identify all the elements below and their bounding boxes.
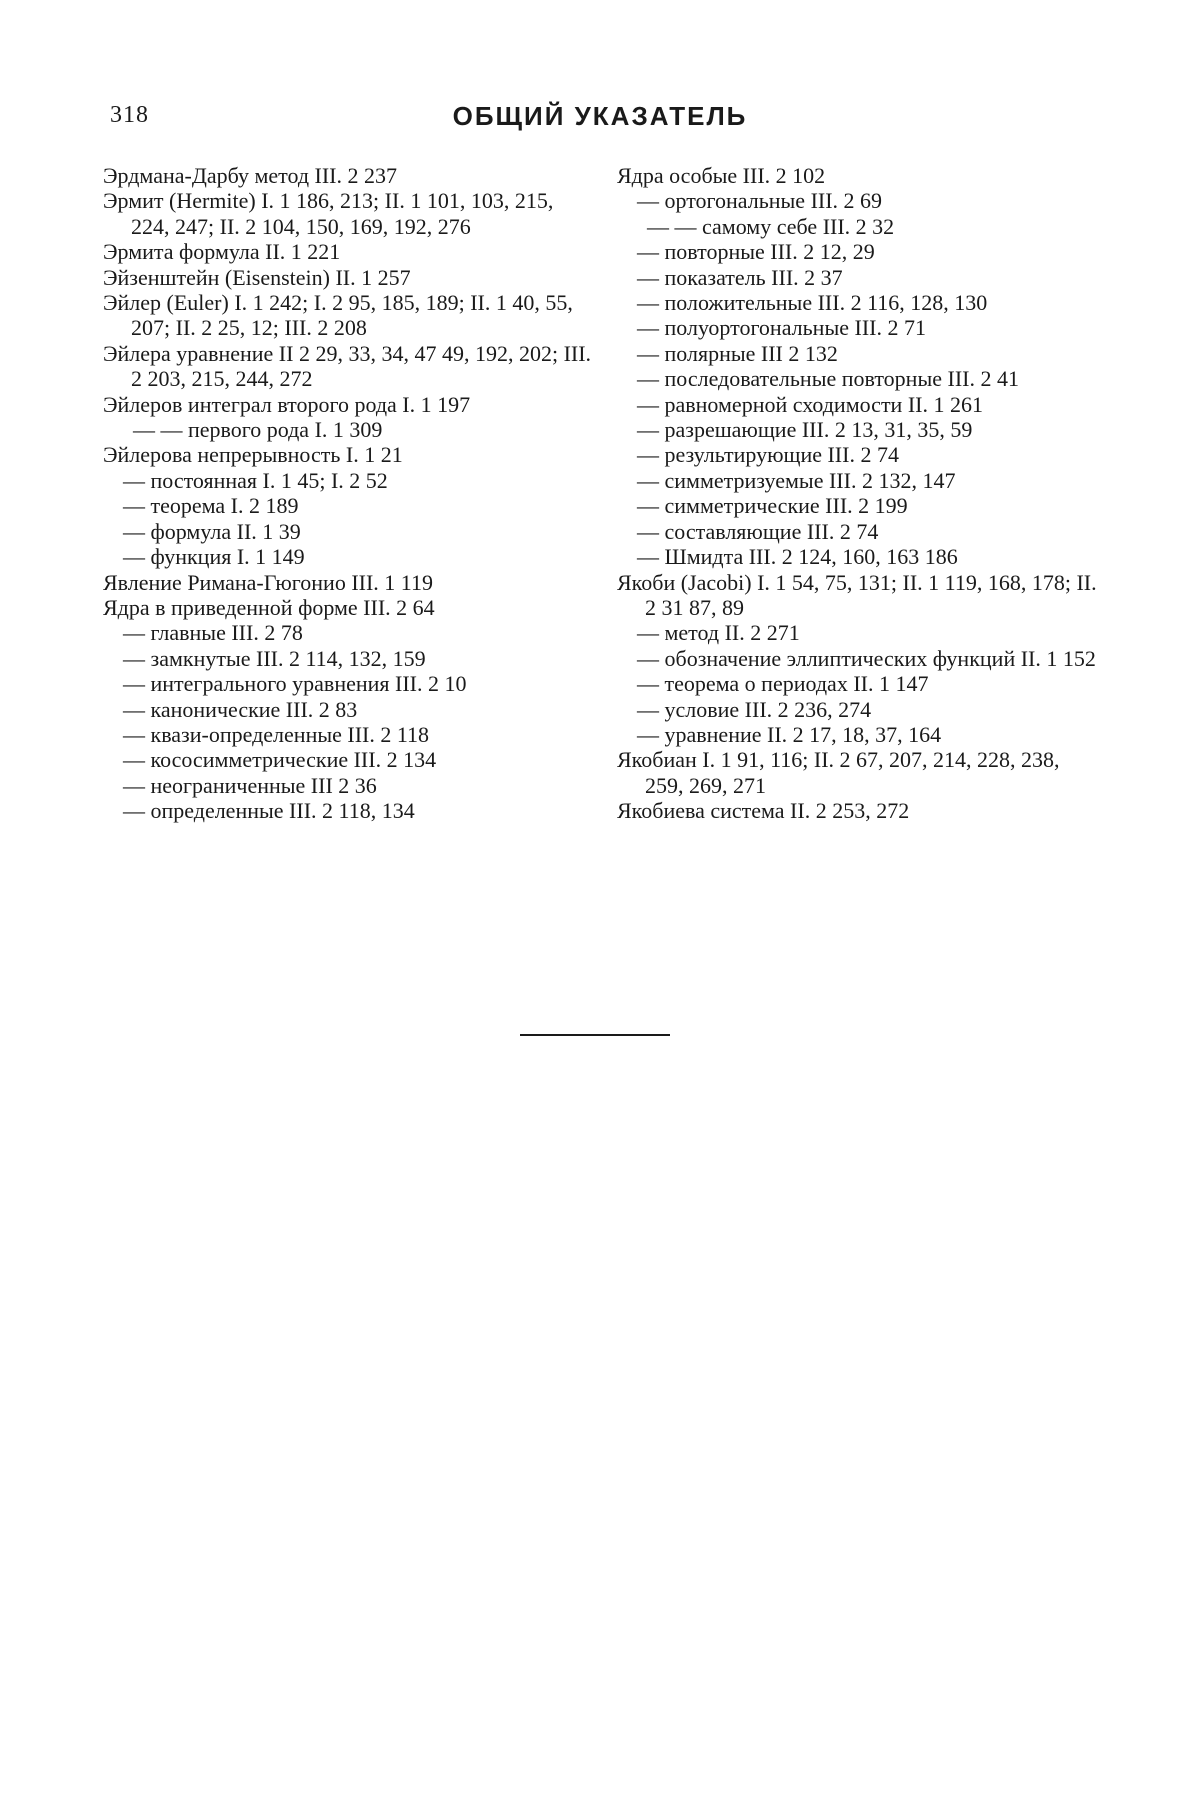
- index-subentry: — теорема I. 2 189: [123, 493, 299, 519]
- index-entry: Эйлер (Euler) I. 1 242; I. 2 95, 185, 189; II. 1 40, 55, 207; II. 2 25, 12; III. 2 208: [103, 290, 573, 341]
- index-subentry: — Шмидта III. 2 124, 160, 163 186: [637, 544, 958, 570]
- index-subentry: — — первого рода I. 1 309: [133, 417, 383, 443]
- index-subentry: — — самому себе III. 2 32: [647, 213, 895, 239]
- index-entry: Эрмит (Hermite) I. 1 186, 213; II. 1 101, 103, 215, 224, 247; II. 2 104, 150, 169, 192, 276: [103, 188, 554, 239]
- end-rule: [520, 1034, 670, 1036]
- index-entry: Эрдмана-Дарбу метод III. 2 237: [103, 163, 398, 188]
- index-subentry: — разрешающие III. 2 13, 31, 35, 59: [637, 417, 973, 443]
- index-entry: Якобиан I. 1 91, 116; II. 2 67, 207, 214, 228, 238, 259, 269, 271: [617, 747, 1060, 798]
- page-title: ОБЩИЙ УКАЗАТЕЛЬ: [452, 101, 748, 131]
- index-subentry: — симметрические III. 2 199: [637, 493, 908, 519]
- index-subentry: — метод II. 2 271: [637, 620, 800, 646]
- index-subentry: — квази-определенные III. 2 118: [123, 721, 430, 747]
- index-entry: Якобиева система II. 2 253, 272: [617, 798, 910, 824]
- index-subentry: — кососимметрические III. 2 134: [123, 747, 437, 773]
- index-subentry: — полярные III 2 132: [637, 340, 838, 366]
- index-subentry: — положительные III. 2 116, 128, 130: [637, 290, 988, 316]
- index-subentry: — уравнение II. 2 17, 18, 37, 164: [637, 721, 942, 747]
- index-entry: Эйлеров интеграл второго рода I. 1 197: [103, 391, 471, 417]
- index-subentry: — постоянная I. 1 45; I. 2 52: [123, 467, 388, 493]
- index-entry: Эрмита формула II. 1 221: [103, 239, 341, 265]
- index-subentry: — составляющие III. 2 74: [637, 518, 879, 544]
- index-subentry: — обозначение эллиптических функций II. 1 152: [637, 645, 1096, 671]
- index-subentry: — ортогональные III. 2 69: [637, 188, 883, 214]
- index-entry: Эйзенштейн (Eisenstein) II. 1 257: [103, 264, 411, 290]
- index-entry: Явление Римана-Гюгонио III. 1 119: [103, 569, 433, 595]
- index-subentry: — симметризуемые III. 2 132, 147: [637, 467, 956, 493]
- index-entry: Ядра в приведенной форме III. 2 64: [103, 594, 435, 620]
- index-entry: Ядра особые III. 2 102: [617, 163, 826, 188]
- index-entry: Эйлерова непрерывность I. 1 21: [103, 442, 403, 468]
- page-number: 318: [110, 102, 149, 128]
- index-subentry: — формула II. 1 39: [123, 518, 301, 544]
- index-subentry: — равномерной сходимости II. 1 261: [637, 391, 983, 417]
- index-subentry: — интегрального уравнения III. 2 10: [123, 671, 467, 697]
- index-column-left: [103, 163, 595, 824]
- index-subentry: — условие III. 2 236, 274: [637, 696, 872, 722]
- index-entry: Эйлера уравнение II 2 29, 33, 34, 47 49, 192, 202; III. 2 203, 215, 244, 272: [103, 340, 592, 392]
- index-subentry: — последовательные повторные III. 2 41: [637, 366, 1019, 392]
- index-subentry: — канонические III. 2 83: [123, 696, 358, 722]
- index-column-right: [617, 163, 1097, 824]
- index-subentry: — теорема о периодах II. 1 147: [637, 671, 929, 697]
- index-subentry: — повторные III. 2 12, 29: [637, 239, 875, 265]
- index-subentry: — главные III. 2 78: [123, 620, 303, 646]
- index-subentry: — определенные III. 2 118, 134: [123, 798, 415, 824]
- index-subentry: — результирующие III. 2 74: [637, 442, 899, 468]
- index-subentry: — полуортогональные III. 2 71: [637, 315, 926, 341]
- index-subentry: — неограниченные III 2 36: [123, 772, 377, 798]
- index-subentry: — показатель III. 2 37: [637, 264, 843, 290]
- index-subentry: — замкнутые III. 2 114, 132, 159: [123, 645, 426, 671]
- index-entry: Якоби (Jacobi) I. 1 54, 75, 131; II. 1 119, 168, 178; II. 2 31 87, 89: [617, 569, 1097, 620]
- index-subentry: — функция I. 1 149: [123, 544, 305, 570]
